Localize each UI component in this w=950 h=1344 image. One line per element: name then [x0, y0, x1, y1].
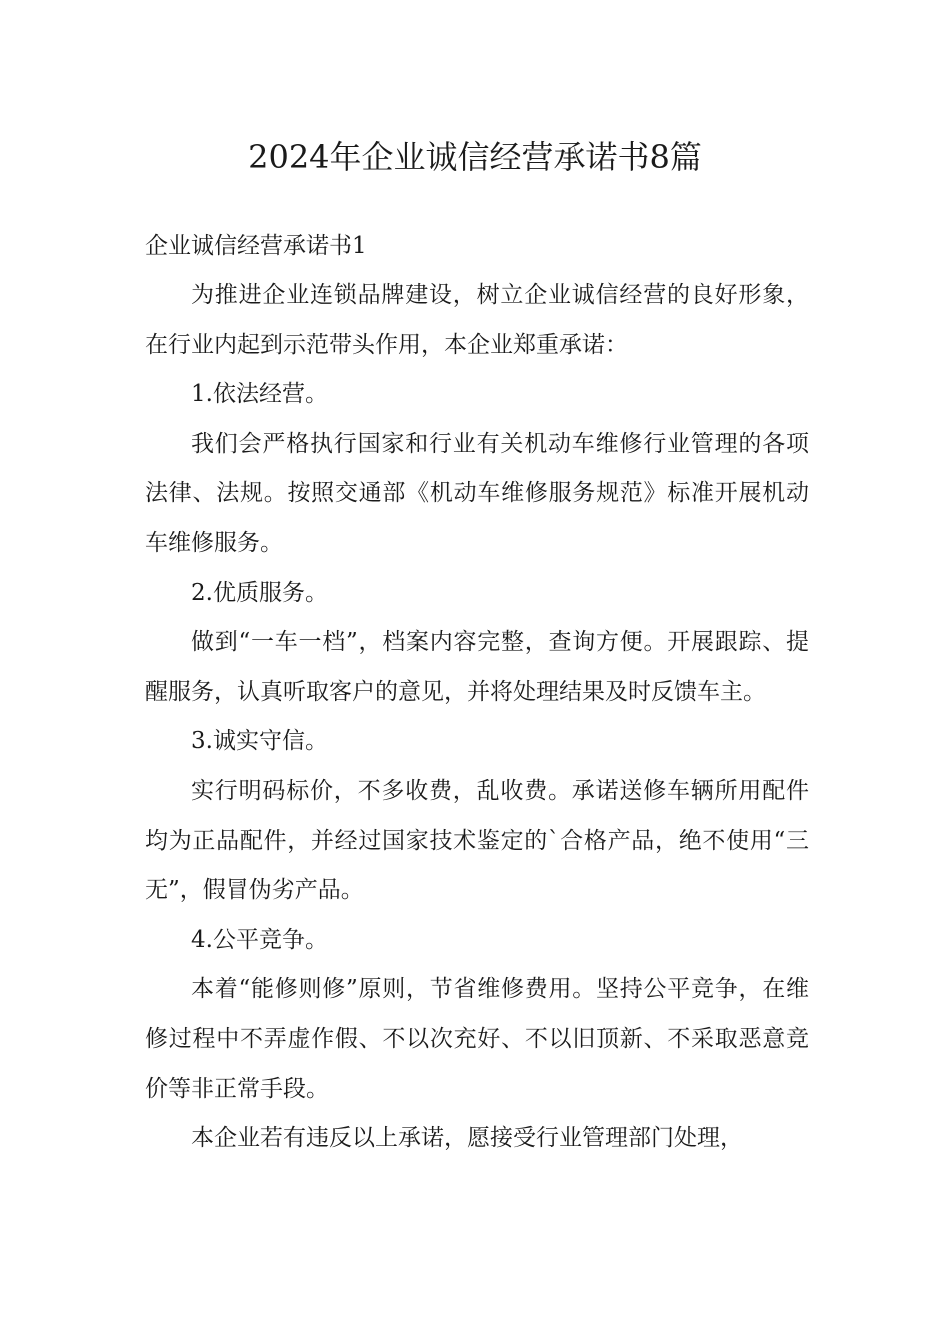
document-body [145, 222, 809, 1164]
item-heading-4: 4.公平竞争。 [191, 926, 328, 953]
section-title: 企业诚信经营承诺书1 [145, 233, 367, 259]
item-paragraph-4: 本着“能修则修”原则，节省维修费用。坚持公平竞争，在维修过程中不弄虚作假、不以次充好、不以旧顶新、不采取恶意竞价等非正常手段。 [145, 976, 809, 1102]
item-heading-2: 2.优质服务。 [191, 579, 328, 606]
item-paragraph-1: 我们会严格执行国家和行业有关机动车维修行业管理的各项法律、法规。按照交通部《机动车维修服务规范》标准开展机动车维修服务。 [145, 430, 809, 556]
document-title: 2024年企业诚信经营承诺书8篇 [248, 138, 702, 176]
item-heading-1: 1.依法经营。 [191, 381, 328, 408]
closing-paragraph: 本企业若有违反以上承诺，愿接受行业管理部门处理， [191, 1125, 743, 1152]
item-heading-3: 3.诚实守信。 [191, 728, 328, 755]
item-paragraph-2: 做到“一车一档”，档案内容完整，查询方便。开展跟踪、提醒服务，认真听取客户的意见，并将处理结果及时反馈车主。 [145, 629, 809, 705]
intro-paragraph: 为推进企业连锁品牌建设，树立企业诚信经营的良好形象，在行业内起到示范带头作用，本企业郑重承诺： [145, 282, 809, 358]
item-paragraph-3: 实行明码标价，不多收费，乱收费。承诺送修车辆所用配件均为正品配件，并经过国家技术鉴定的`合格产品，绝不使用“三无”，假冒伪劣产品。 [145, 777, 809, 904]
